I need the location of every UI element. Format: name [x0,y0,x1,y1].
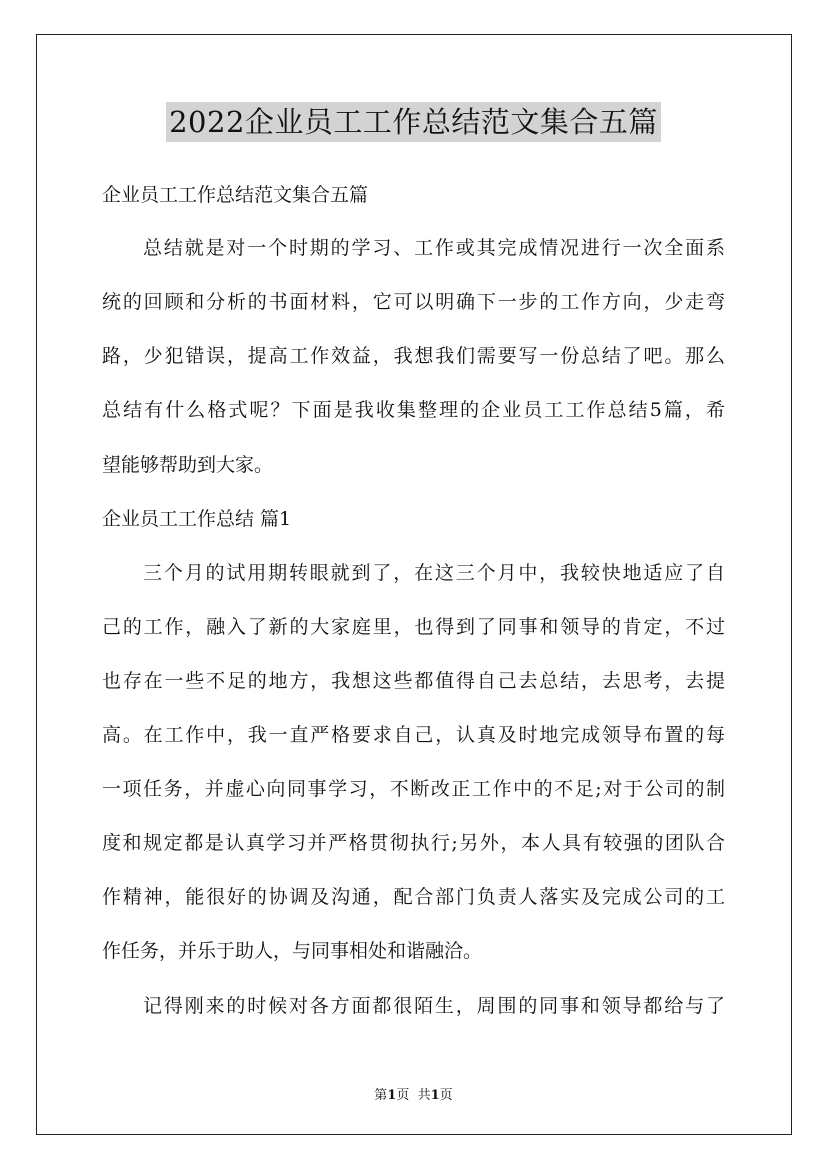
intro-line-2: 统的回顾和分析的书面材料，它可以明确下一步的工作方向，少走弯 [102,291,725,313]
section-para2-line-1: 记得刚来的时候对各方面都很陌生，周围的同事和领导都给与了 [143,995,725,1017]
document-title: 2022企业员工工作总结范文集合五篇 [166,102,661,142]
footer-page-number: 1 [387,1088,397,1103]
intro-line-4: 总结有什么格式呢？下面是我收集整理的企业员工工作总结5篇，希 [102,399,725,421]
section-heading: 企业员工工作总结 篇1 [102,508,292,530]
section-para1-line-4: 高。在工作中，我一直严格要求自己，认真及时地完成领导布置的每 [102,724,725,746]
section-para1-line-6: 度和规定都是认真学习并严格贯彻执行;另外，本人具有较强的团队合 [102,832,725,854]
page-footer [0,1084,827,1103]
footer-total-prefix: 共 [417,1088,431,1103]
footer-page-suffix: 页 [396,1088,410,1103]
intro-line-5: 望能够帮助到大家。 [102,454,274,476]
section-para1-line-5: 一项任务，并虚心向同事学习，不断改正工作中的不足;对于公司的制 [102,778,725,800]
footer-total-suffix: 页 [439,1088,453,1103]
intro-line-1: 总结就是对一个时期的学习、工作或其完成情况进行一次全面系 [143,237,725,259]
document-subtitle: 企业员工工作总结范文集合五篇 [102,184,369,206]
section-para1-line-7: 作精神，能很好的协调及沟通，配合部门负责人落实及完成公司的工 [102,886,725,908]
document-title-container [0,102,827,142]
footer-page-prefix: 第 [374,1088,388,1103]
section-para1-line-3: 也存在一些不足的地方，我想这些都值得自己去总结，去思考，去提 [102,670,725,692]
section-para1-line-2: 己的工作，融入了新的大家庭里，也得到了同事和领导的肯定，不过 [102,616,725,638]
section-para1-line-1: 三个月的试用期转眼就到了，在这三个月中，我较快地适应了自 [143,562,725,584]
intro-line-3: 路，少犯错误，提高工作效益，我想我们需要写一份总结了吧。那么 [102,345,725,367]
footer-total-number: 1 [430,1088,440,1103]
section-para1-line-8: 作任务，并乐于助人，与同事相处和谐融洽。 [102,940,483,962]
